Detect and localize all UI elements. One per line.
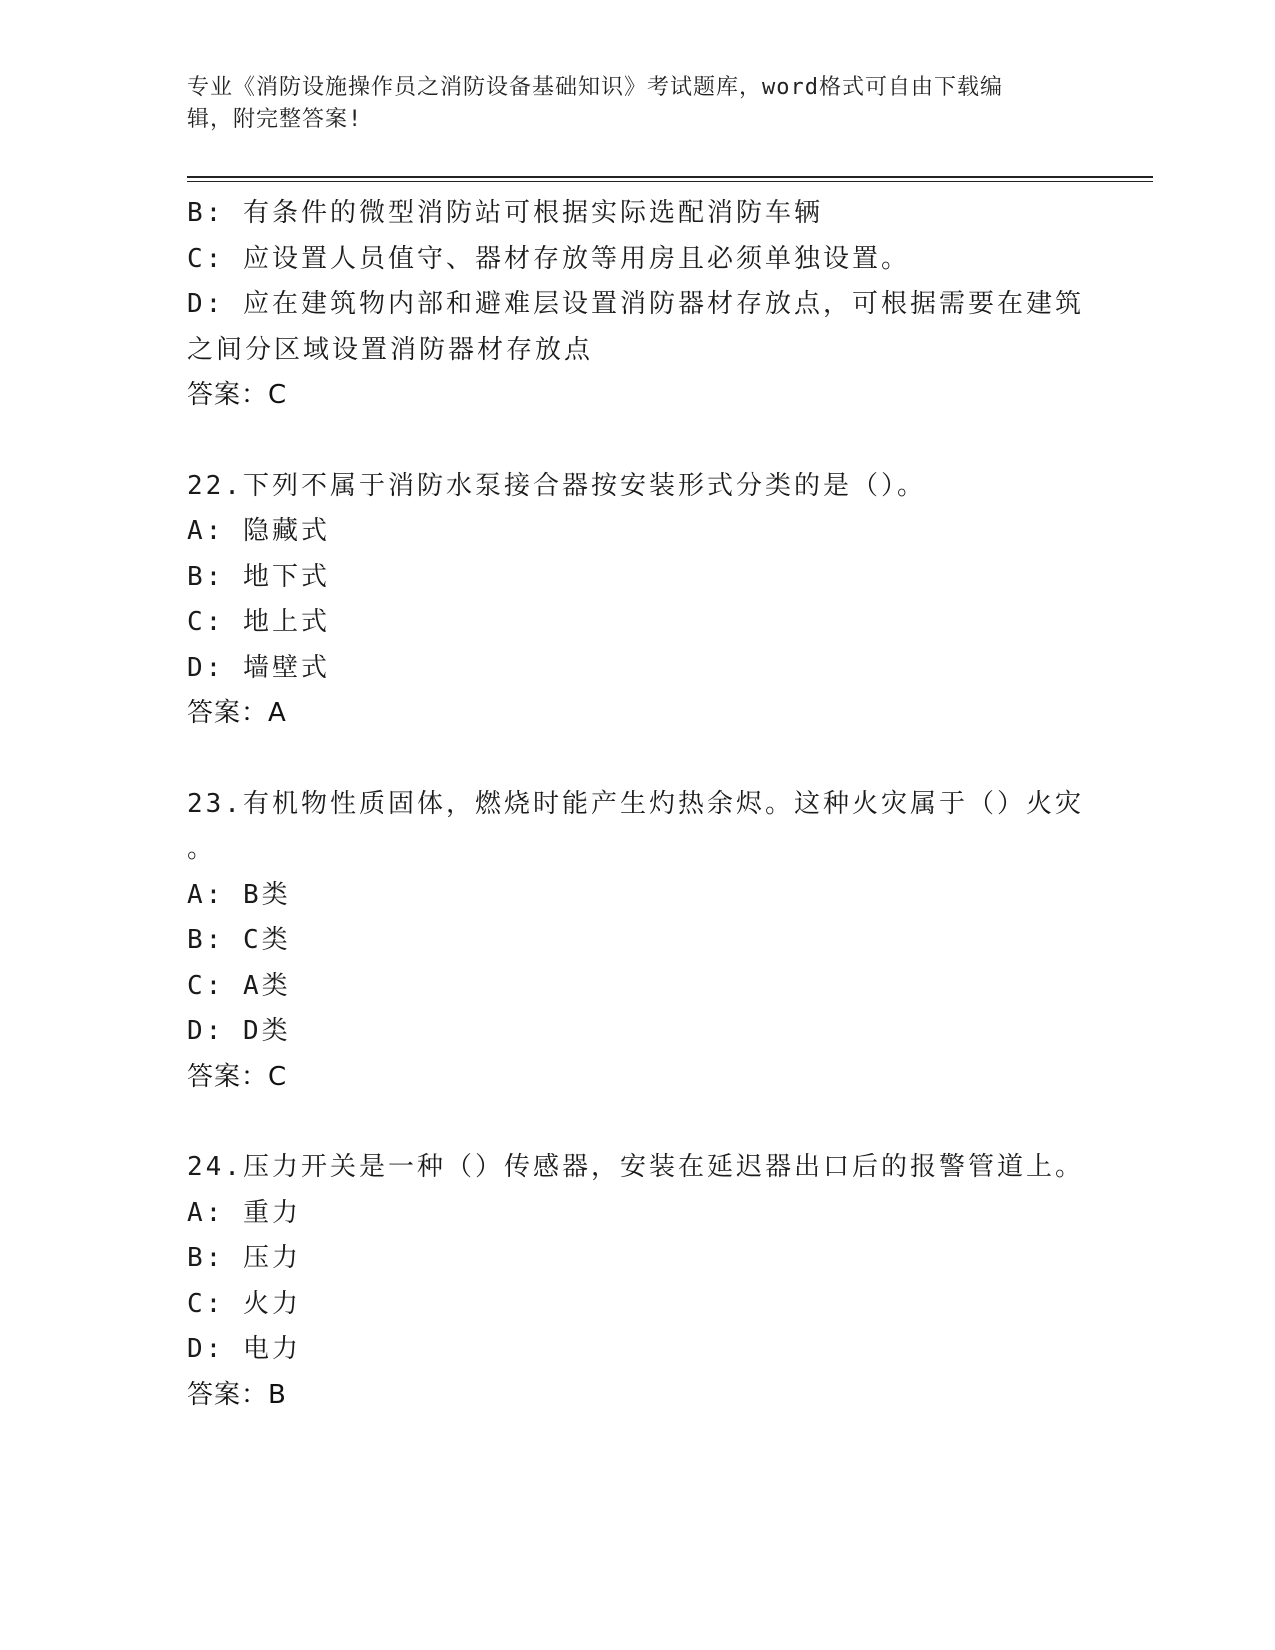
answer-line: 答案：C [187, 1061, 288, 1092]
option-a: A: 隐藏式 [187, 516, 330, 546]
option-c: C: 地上式 [187, 607, 330, 637]
question-22 [187, 464, 1087, 737]
option-b: B: 地下式 [187, 561, 330, 592]
question-stem: 23.有机物性质固体，燃烧时能产生灼热余烬。这种火灾属于（）火灾 [187, 788, 1084, 819]
option-b: B: 有条件的微型消防站可根据实际选配消防车辆 [187, 198, 823, 228]
option-d: D: 电力 [187, 1334, 301, 1364]
option-b: B: C类 [187, 925, 291, 955]
header-line-2: 辑，附完整答案! [187, 107, 363, 132]
question-stem-continued: 。 [187, 834, 217, 864]
answer-line: 答案：A [187, 698, 287, 728]
option-a: A: 重力 [187, 1197, 301, 1228]
option-d-continued: 之间分区域设置消防器材存放点 [187, 334, 594, 365]
question-24 [187, 1145, 1087, 1418]
previous-question-block [187, 191, 1087, 419]
header-divider-thin [187, 181, 1153, 182]
option-c: C: A类 [187, 970, 291, 1001]
header-line-1: 专业《消防设施操作员之消防设备基础知识》考试题库，word格式可自由下载编 [187, 75, 1003, 100]
option-a: A: B类 [187, 879, 291, 910]
answer-line: 答案：C [187, 380, 288, 410]
document-header [187, 72, 1067, 136]
question-stem: 24.压力开关是一种（）传感器，安装在延迟器出口后的报警管道上。 [187, 1152, 1084, 1182]
option-c: C: 火力 [187, 1288, 301, 1319]
question-content [187, 191, 1087, 1418]
header-divider-thick [187, 176, 1153, 178]
question-23 [187, 782, 1087, 1101]
option-c: C: 应设置人员值守、器材存放等用房且必须单独设置。 [187, 243, 910, 274]
option-b: B: 压力 [187, 1243, 301, 1273]
option-d: D: D类 [187, 1016, 291, 1046]
option-d: D: 墙壁式 [187, 652, 330, 683]
answer-line: 答案：B [187, 1379, 287, 1410]
option-d: D: 应在建筑物内部和避难层设置消防器材存放点，可根据需要在建筑 [187, 289, 1084, 319]
question-stem: 22.下列不属于消防水泵接合器按安装形式分类的是（）。 [187, 470, 926, 501]
